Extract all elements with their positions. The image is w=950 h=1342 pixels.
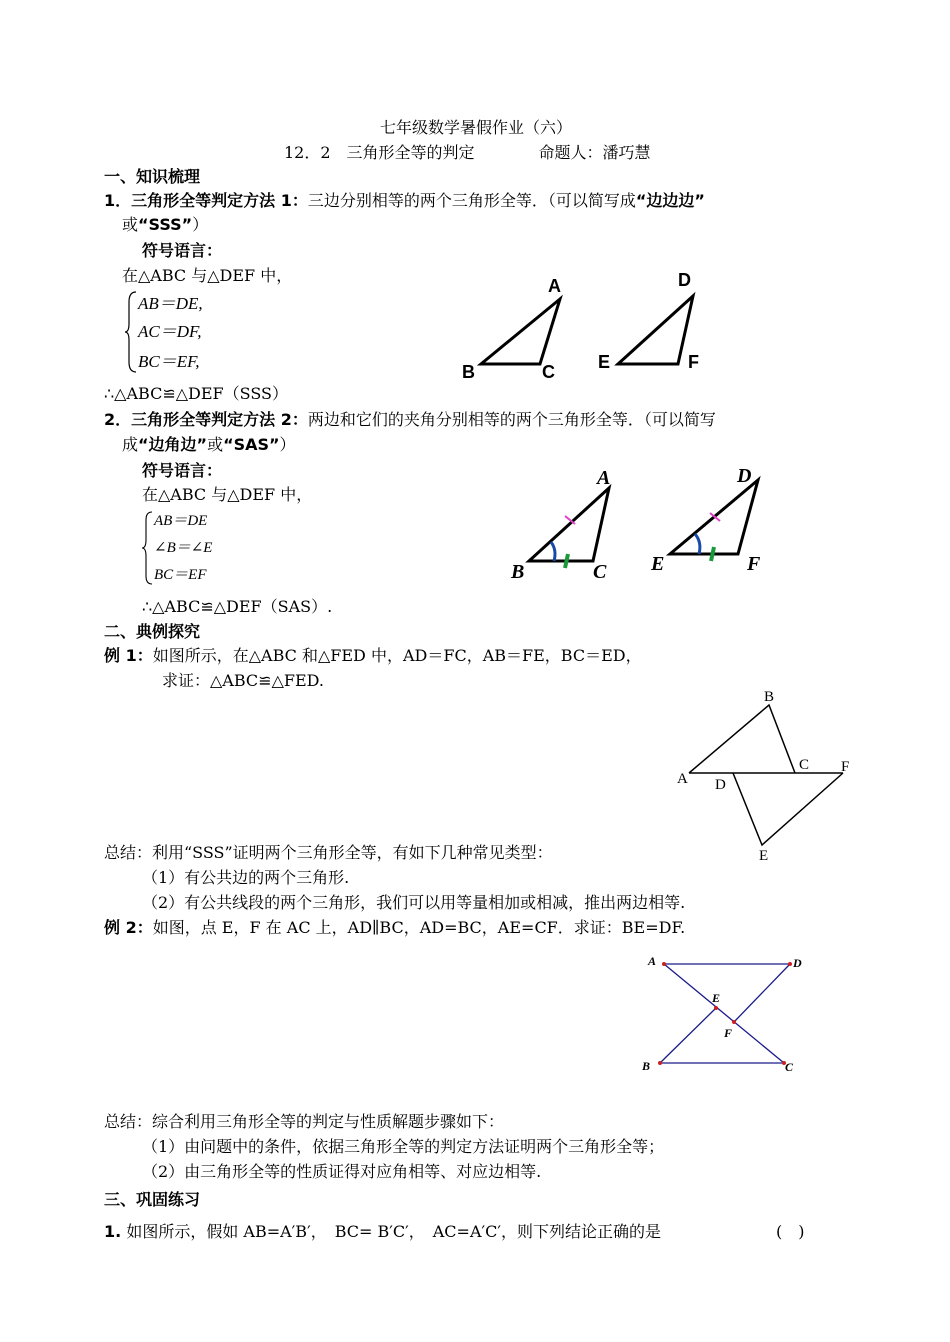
label-f: F: [688, 352, 699, 372]
method-2-line2-start: 成: [122, 435, 139, 454]
method-1-line2: [122, 215, 208, 235]
point-d: [788, 962, 792, 966]
segment-ac: [664, 964, 784, 1063]
label-d: D: [678, 270, 691, 290]
method-1-figure: [460, 268, 720, 388]
exercise-1-num: 1.: [104, 1222, 122, 1241]
triangle-def: [618, 296, 693, 364]
method-1-eq2: AC＝DF,: [138, 322, 202, 341]
method-2-figure: [505, 462, 775, 587]
point-a: [662, 962, 666, 966]
example-2-text: 如图，点 E，F 在 AC 上，AD∥BC，AD=BC，AE=CF．求证：BE=DF.: [152, 918, 686, 937]
example-1-text: 如图所示，在△ABC 和△FED 中，AD＝FC，AB＝FE，BC＝ED，: [152, 646, 642, 665]
method-2-line1: [104, 410, 716, 430]
label-a-ex1: A: [677, 771, 688, 787]
segment-be: [660, 1008, 716, 1063]
label-a-sas: A: [597, 467, 611, 489]
point-b: [658, 1061, 662, 1065]
exercise-1-text: 如图所示，假如 AB=A′B′， BC= B′C′， AC=A′C′，则下列结论正确的是: [126, 1222, 662, 1241]
label-d-ex2: D: [793, 956, 802, 970]
label-e-ex2: E: [712, 991, 721, 1005]
label-d-ex1: D: [715, 777, 726, 793]
label-f-ex2: F: [724, 1026, 733, 1040]
method-2-quote-1: “边角边”: [138, 435, 208, 454]
angle-e-mark: [695, 534, 700, 554]
summary-2-point-2: （2）由三角形全等的性质证得对应角相等、对应边相等.: [142, 1162, 542, 1181]
point-e: [714, 1006, 718, 1010]
label-b-sas: B: [511, 561, 525, 583]
label-c: C: [542, 362, 555, 382]
exercise-1-line: [104, 1222, 661, 1242]
label-a: A: [548, 276, 561, 296]
method-1-quote-2: “SSS”: [138, 215, 193, 234]
triangle-fed-ex1: [733, 773, 843, 845]
method-1-brace: [124, 290, 138, 374]
method-1-line1: [104, 191, 705, 211]
label-c-ex2: C: [785, 1060, 794, 1074]
summary-1-point-2: （2）有公共线段的两个三角形，我们可以用等量相加或相减，推出两边相等.: [142, 893, 686, 912]
example-1-line1: [104, 646, 642, 666]
method-2-conclusion: ∴△ABC≌△DEF（SAS）.: [142, 597, 333, 616]
method-2-symbolic-label: 符号语言：: [142, 461, 223, 480]
label-e-ex1: E: [759, 848, 769, 864]
method-2-brace: [142, 510, 154, 586]
label-a-ex2: A: [648, 954, 657, 968]
method-1-eq3: BC＝EF,: [138, 352, 200, 371]
example-1-head: 例 1：: [104, 646, 153, 665]
answer-blank[interactable]: ( ): [776, 1222, 805, 1241]
label-d-sas: D: [737, 465, 752, 487]
page-subtitle: 12．2 三角形全等的判定 命题人：潘巧慧: [284, 143, 651, 162]
triangle-abc: [481, 299, 560, 364]
method-1-quote-1: “边边边”: [635, 191, 705, 210]
label-b-ex1: B: [764, 689, 775, 705]
method-1-text: 三边分别相等的两个三角形全等．（可以简写成: [307, 191, 636, 210]
tick-ef: [711, 547, 714, 561]
method-2-line2-or: 或: [207, 435, 224, 454]
tick-bc: [565, 554, 568, 568]
page-title: 七年级数学暑假作业（六）: [380, 118, 573, 137]
method-1-conclusion: ∴△ABC≌△DEF（SSS）: [104, 384, 288, 403]
method-2-line2: [122, 435, 296, 455]
example-2-figure: [640, 950, 820, 1080]
point-f: [732, 1020, 736, 1024]
label-e: E: [598, 352, 611, 372]
method-1-head: 1．三角形全等判定方法 1：: [104, 191, 308, 210]
label-b: B: [462, 362, 475, 382]
section-heading-1: 一、知识梳理: [104, 167, 201, 186]
angle-b-mark: [551, 542, 555, 561]
method-2-head: 2．三角形全等判定方法 2：: [104, 410, 308, 429]
method-2-eq2: ∠B＝∠E: [154, 540, 213, 556]
triangle-abc-ex1: [689, 705, 795, 773]
example-1-prove: 求证：△ABC≌△FED.: [162, 671, 324, 690]
section-heading-2: 二、典例探究: [104, 622, 201, 641]
method-2-text: 两边和它们的夹角分别相等的两个三角形全等．（可以简写: [307, 410, 716, 429]
method-1-symbolic-label: 符号语言：: [142, 241, 223, 260]
label-e-sas: E: [651, 553, 665, 575]
example-1-figure: [675, 685, 865, 865]
example-2-head: 例 2：: [104, 918, 153, 937]
method-2-condition: 在△ABC 与△DEF 中，: [142, 485, 313, 504]
label-b-ex2: B: [642, 1059, 651, 1073]
method-2-quote-2: “SAS”: [223, 435, 280, 454]
summary-1-point-1: （1）有公共边的两个三角形.: [142, 868, 350, 887]
section-heading-3: 三、巩固练习: [104, 1190, 201, 1209]
method-2-eq1: AB＝DE: [154, 513, 208, 529]
label-c-sas: C: [593, 561, 607, 583]
label-f-ex1: F: [841, 759, 850, 775]
summary-1-text: 总结：利用“SSS”证明两个三角形全等，有如下几种常见类型：: [104, 843, 553, 862]
method-1-line2-or: 或: [122, 215, 139, 234]
method-1-eq1: AB＝DE,: [138, 294, 203, 313]
segment-df: [734, 964, 790, 1022]
label-f-sas: F: [747, 553, 761, 575]
example-2-line: [104, 918, 685, 938]
method-1-condition: 在△ABC 与△DEF 中，: [122, 266, 293, 285]
triangle-abc-sas: [529, 488, 609, 561]
method-1-line2-end: ）: [192, 215, 209, 234]
label-c-ex1: C: [799, 757, 810, 773]
method-2-line2-end: ）: [279, 435, 296, 454]
summary-2-point-1: （1）由问题中的条件，依据三角形全等的判定方法证明两个三角形全等；: [142, 1137, 665, 1156]
summary-2-text: 总结：综合利用三角形全等的判定与性质解题步骤如下：: [104, 1112, 505, 1131]
method-2-eq3: BC＝EF: [154, 567, 207, 583]
